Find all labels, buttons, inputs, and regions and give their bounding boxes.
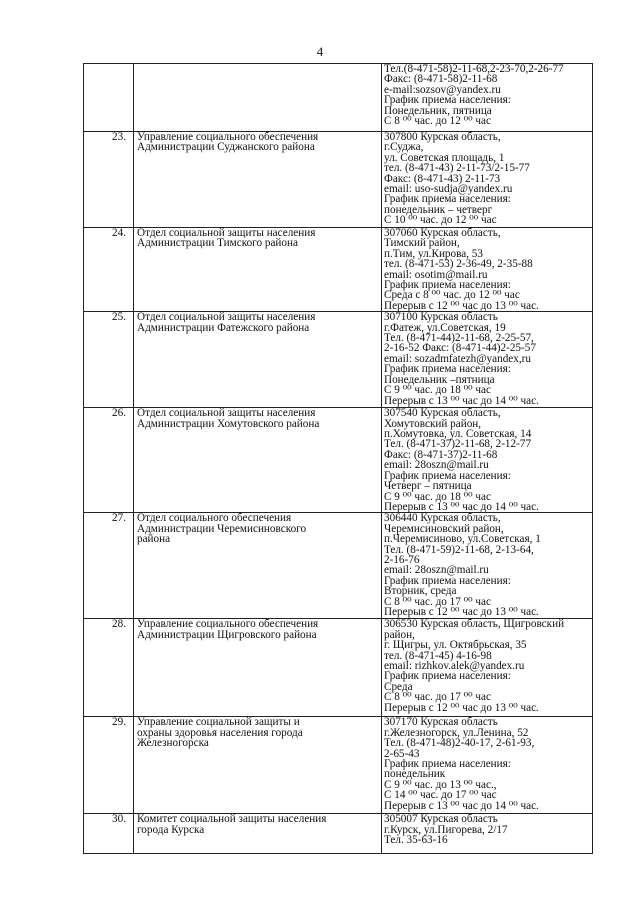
- contact-line: e-mail:sozsov@yandex.ru: [384, 83, 501, 96]
- contact-line: Понедельник, пятница: [384, 104, 492, 117]
- contacts-table: [83, 63, 593, 854]
- name-line: Комитет социальной защиты населения: [137, 813, 327, 826]
- contact-info: [382, 513, 593, 619]
- contact-line: График приема населения:: [384, 670, 511, 683]
- row-number: 30.: [84, 814, 134, 854]
- table-row: [84, 64, 593, 132]
- contact-line: 306440 Курская область,: [384, 512, 501, 525]
- organization-name: [134, 64, 382, 132]
- table-row: [84, 408, 593, 513]
- contact-line: email: 28oszn@mail.ru: [384, 459, 489, 472]
- table-row: [84, 717, 593, 814]
- name-line: района: [137, 533, 171, 546]
- organization-name: [134, 408, 382, 513]
- row-number: 23.: [84, 132, 134, 228]
- contact-line: тел. (8-471-53) 2-36-49, 2-35-88: [384, 258, 533, 271]
- contact-line: График приема населения:: [384, 574, 511, 587]
- table-row: [84, 132, 593, 228]
- organization-name: [134, 717, 382, 814]
- name-line: Управление социального обеспечения: [137, 618, 319, 631]
- contact-info: [382, 64, 593, 132]
- contact-line: 307060 Курская область,: [384, 227, 501, 239]
- contact-line: ул. Советская площадь, 1: [384, 151, 505, 164]
- contact-line: Перерыв с 12 ⁰⁰ час до 13 ⁰⁰ час.: [384, 605, 539, 618]
- contact-line: С 9 ⁰⁰ час. до 13 ⁰⁰ час.,: [384, 778, 497, 791]
- contact-line: Понедельник –пятница: [384, 373, 495, 386]
- contact-line: График приема населения:: [384, 193, 511, 206]
- contact-line: С 8 ⁰⁰ час. до 17 ⁰⁰ час: [384, 595, 491, 608]
- table-row: [84, 312, 593, 408]
- row-number: 28.: [84, 619, 134, 717]
- organization-name: [134, 619, 382, 717]
- contact-line: г.Железногорск, ул.Ленина, 52: [384, 726, 529, 739]
- contact-line: email: uso-sudja@yandex.ru: [384, 183, 513, 196]
- contact-line: Тимский район,: [384, 237, 460, 250]
- contact-line: Факс: (8-471-37)2-11-68: [384, 448, 498, 461]
- contact-line: 306530 Курская область, Щигровский: [384, 618, 565, 631]
- contact-line: Факс: (8-471-58)2-11-68: [384, 73, 498, 86]
- contact-info: [382, 717, 593, 814]
- contact-line: 2-16-52 Факс: (8-471-44)2-25-57: [384, 342, 536, 355]
- contact-line: Факс: (8-471-43) 2-11-73: [384, 172, 501, 185]
- contact-line: График приема населения:: [384, 279, 511, 292]
- name-line: Отдел социальной защиты населения: [137, 227, 316, 239]
- contact-line: Тел. (8-471-48)2-40-17, 2-61-93,: [384, 737, 535, 750]
- contact-line: График приема населения:: [384, 757, 511, 770]
- contact-line: Перерыв с 13 ⁰⁰ час до 14 ⁰⁰ час.: [384, 799, 539, 812]
- table-row: [84, 814, 593, 854]
- row-number: [84, 64, 134, 132]
- organization-name: [134, 814, 382, 854]
- contact-line: email: osotim@mail.ru: [384, 268, 488, 281]
- contact-line: Среда с 8 ⁰⁰ час. до 12 ⁰⁰ час: [384, 289, 520, 302]
- contact-line: 307800 Курская область,: [384, 131, 501, 143]
- contact-line: 305007 Курская область: [384, 813, 498, 826]
- contact-line: Тел. 35-63-16: [384, 834, 448, 847]
- contact-line: тел. (8-471-43) 2-11-73/2-15-77: [384, 162, 530, 175]
- organization-name: [134, 312, 382, 408]
- contact-line: Вторник, среда: [384, 585, 457, 598]
- table-row: [84, 228, 593, 312]
- name-line: Управление социальной защиты и: [137, 716, 300, 729]
- contact-line: 2-65-43: [384, 747, 420, 760]
- contact-line: С 8 ⁰⁰ час. до 17 ⁰⁰ час: [384, 691, 491, 704]
- contact-info: [382, 228, 593, 312]
- organization-name: [134, 513, 382, 619]
- name-line: Управление социального обеспечения: [137, 131, 319, 143]
- contact-line: С 9 ⁰⁰ час. до 18 ⁰⁰ час: [384, 490, 491, 503]
- contact-info: [382, 312, 593, 408]
- contact-line: Перерыв с 12 ⁰⁰ час до 13 ⁰⁰ час.: [384, 701, 539, 714]
- table-row: [84, 619, 593, 717]
- contact-line: График приема населения:: [384, 469, 511, 482]
- contact-line: Четверг – пятница: [384, 480, 472, 493]
- row-number: 26.: [84, 408, 134, 513]
- contact-line: г.Суджа,: [384, 141, 424, 154]
- contact-info: [382, 408, 593, 513]
- contact-line: График приема населения:: [384, 94, 511, 107]
- contact-line: Тел. (8-471-37)2-11-68, 2-12-77: [384, 438, 532, 451]
- contact-line: С 14 ⁰⁰ час. до 17 ⁰⁰ час: [384, 789, 497, 802]
- name-line: Администрации Тимского района: [137, 237, 298, 250]
- table-row: [84, 513, 593, 619]
- contact-line: С 10 ⁰⁰ час. до 12 ⁰⁰ час: [384, 214, 497, 227]
- contact-line: понедельник – четверг: [384, 203, 493, 216]
- name-line: Отдел социальной защиты населения: [137, 311, 316, 324]
- contact-line: тел. (8-471-45) 4-16-98: [384, 649, 492, 662]
- organization-name: [134, 132, 382, 228]
- row-number: 27.: [84, 513, 134, 619]
- contact-info: [382, 132, 593, 228]
- contact-line: Тел. (8-471-59)2-11-68, 2-13-64,: [384, 543, 534, 556]
- row-number: 29.: [84, 717, 134, 814]
- contact-line: Перерыв с 12 ⁰⁰ час до 13 ⁰⁰ час.: [384, 299, 539, 312]
- contact-line: 307100 Курская область: [384, 311, 498, 324]
- contact-line: п.Хомутовка, ул. Советская, 14: [384, 428, 532, 441]
- name-line: Железногорска: [137, 737, 209, 750]
- contact-info: [382, 814, 593, 854]
- contact-line: Тел.(8-471-58)2-11-68,2-23-70,2-26-77: [384, 63, 564, 75]
- name-line: Отдел социальной защиты населения: [137, 407, 316, 420]
- contact-line: Черемисиновский район,: [384, 522, 504, 535]
- contact-line: Среда: [384, 680, 413, 693]
- contact-info: [382, 619, 593, 717]
- contact-line: С 8 ⁰⁰ час. до 12 ⁰⁰ час: [384, 115, 491, 128]
- name-line: Администрации Суджанского района: [137, 141, 315, 154]
- contact-line: 307540 Курская область,: [384, 407, 501, 420]
- contact-line: email: rizhkov.alek@yandex.ru: [384, 659, 525, 672]
- contact-line: Перерыв с 13 ⁰⁰ час до 14 ⁰⁰ час.: [384, 500, 539, 513]
- contact-line: 2-16-76: [384, 553, 420, 566]
- name-line: Отдел социального обеспечения: [137, 512, 292, 525]
- name-line: Администрации Черемисиновского: [137, 522, 307, 535]
- organization-name: [134, 228, 382, 312]
- contact-line: email: 28oszn@mail.ru: [384, 564, 489, 577]
- contact-line: Хомутовский район,: [384, 417, 482, 430]
- name-line: Администрации Хомутовского района: [137, 417, 320, 430]
- name-line: города Курска: [137, 823, 205, 836]
- row-number: 24.: [84, 228, 134, 312]
- contact-line: С 9 ⁰⁰ час. до 18 ⁰⁰ час: [384, 384, 491, 397]
- contact-line: Тел. (8-471-44)2-11-68, 2-25-57,: [384, 332, 534, 345]
- contact-line: г. Щигры, ул. Октябрьская, 35: [384, 639, 527, 652]
- contact-line: понедельник: [384, 768, 446, 781]
- contact-line: п.Черемисиново, ул.Советская, 1: [384, 533, 541, 546]
- contact-line: График приема населения:: [384, 363, 511, 376]
- contact-line: г.Курск, ул.Пигорева, 2/17: [384, 823, 508, 836]
- row-number: 25.: [84, 312, 134, 408]
- contact-line: район,: [384, 628, 415, 641]
- contact-line: г.Фатеж, ул.Советская, 19: [384, 321, 506, 334]
- page-number: 4: [316, 44, 324, 59]
- contact-line: email: sozadmfatezh@yandex,ru: [384, 352, 531, 365]
- name-line: Администрации Фатежского района: [137, 321, 310, 334]
- name-line: Администрации Щигровского района: [137, 628, 317, 641]
- contact-line: п.Тим, ул.Кирова, 53: [384, 247, 483, 260]
- contact-line: Перерыв с 13 ⁰⁰ час до 14 ⁰⁰ час.: [384, 394, 539, 407]
- contact-line: 307170 Курская область: [384, 716, 498, 729]
- name-line: охраны здоровья населения города: [137, 726, 303, 739]
